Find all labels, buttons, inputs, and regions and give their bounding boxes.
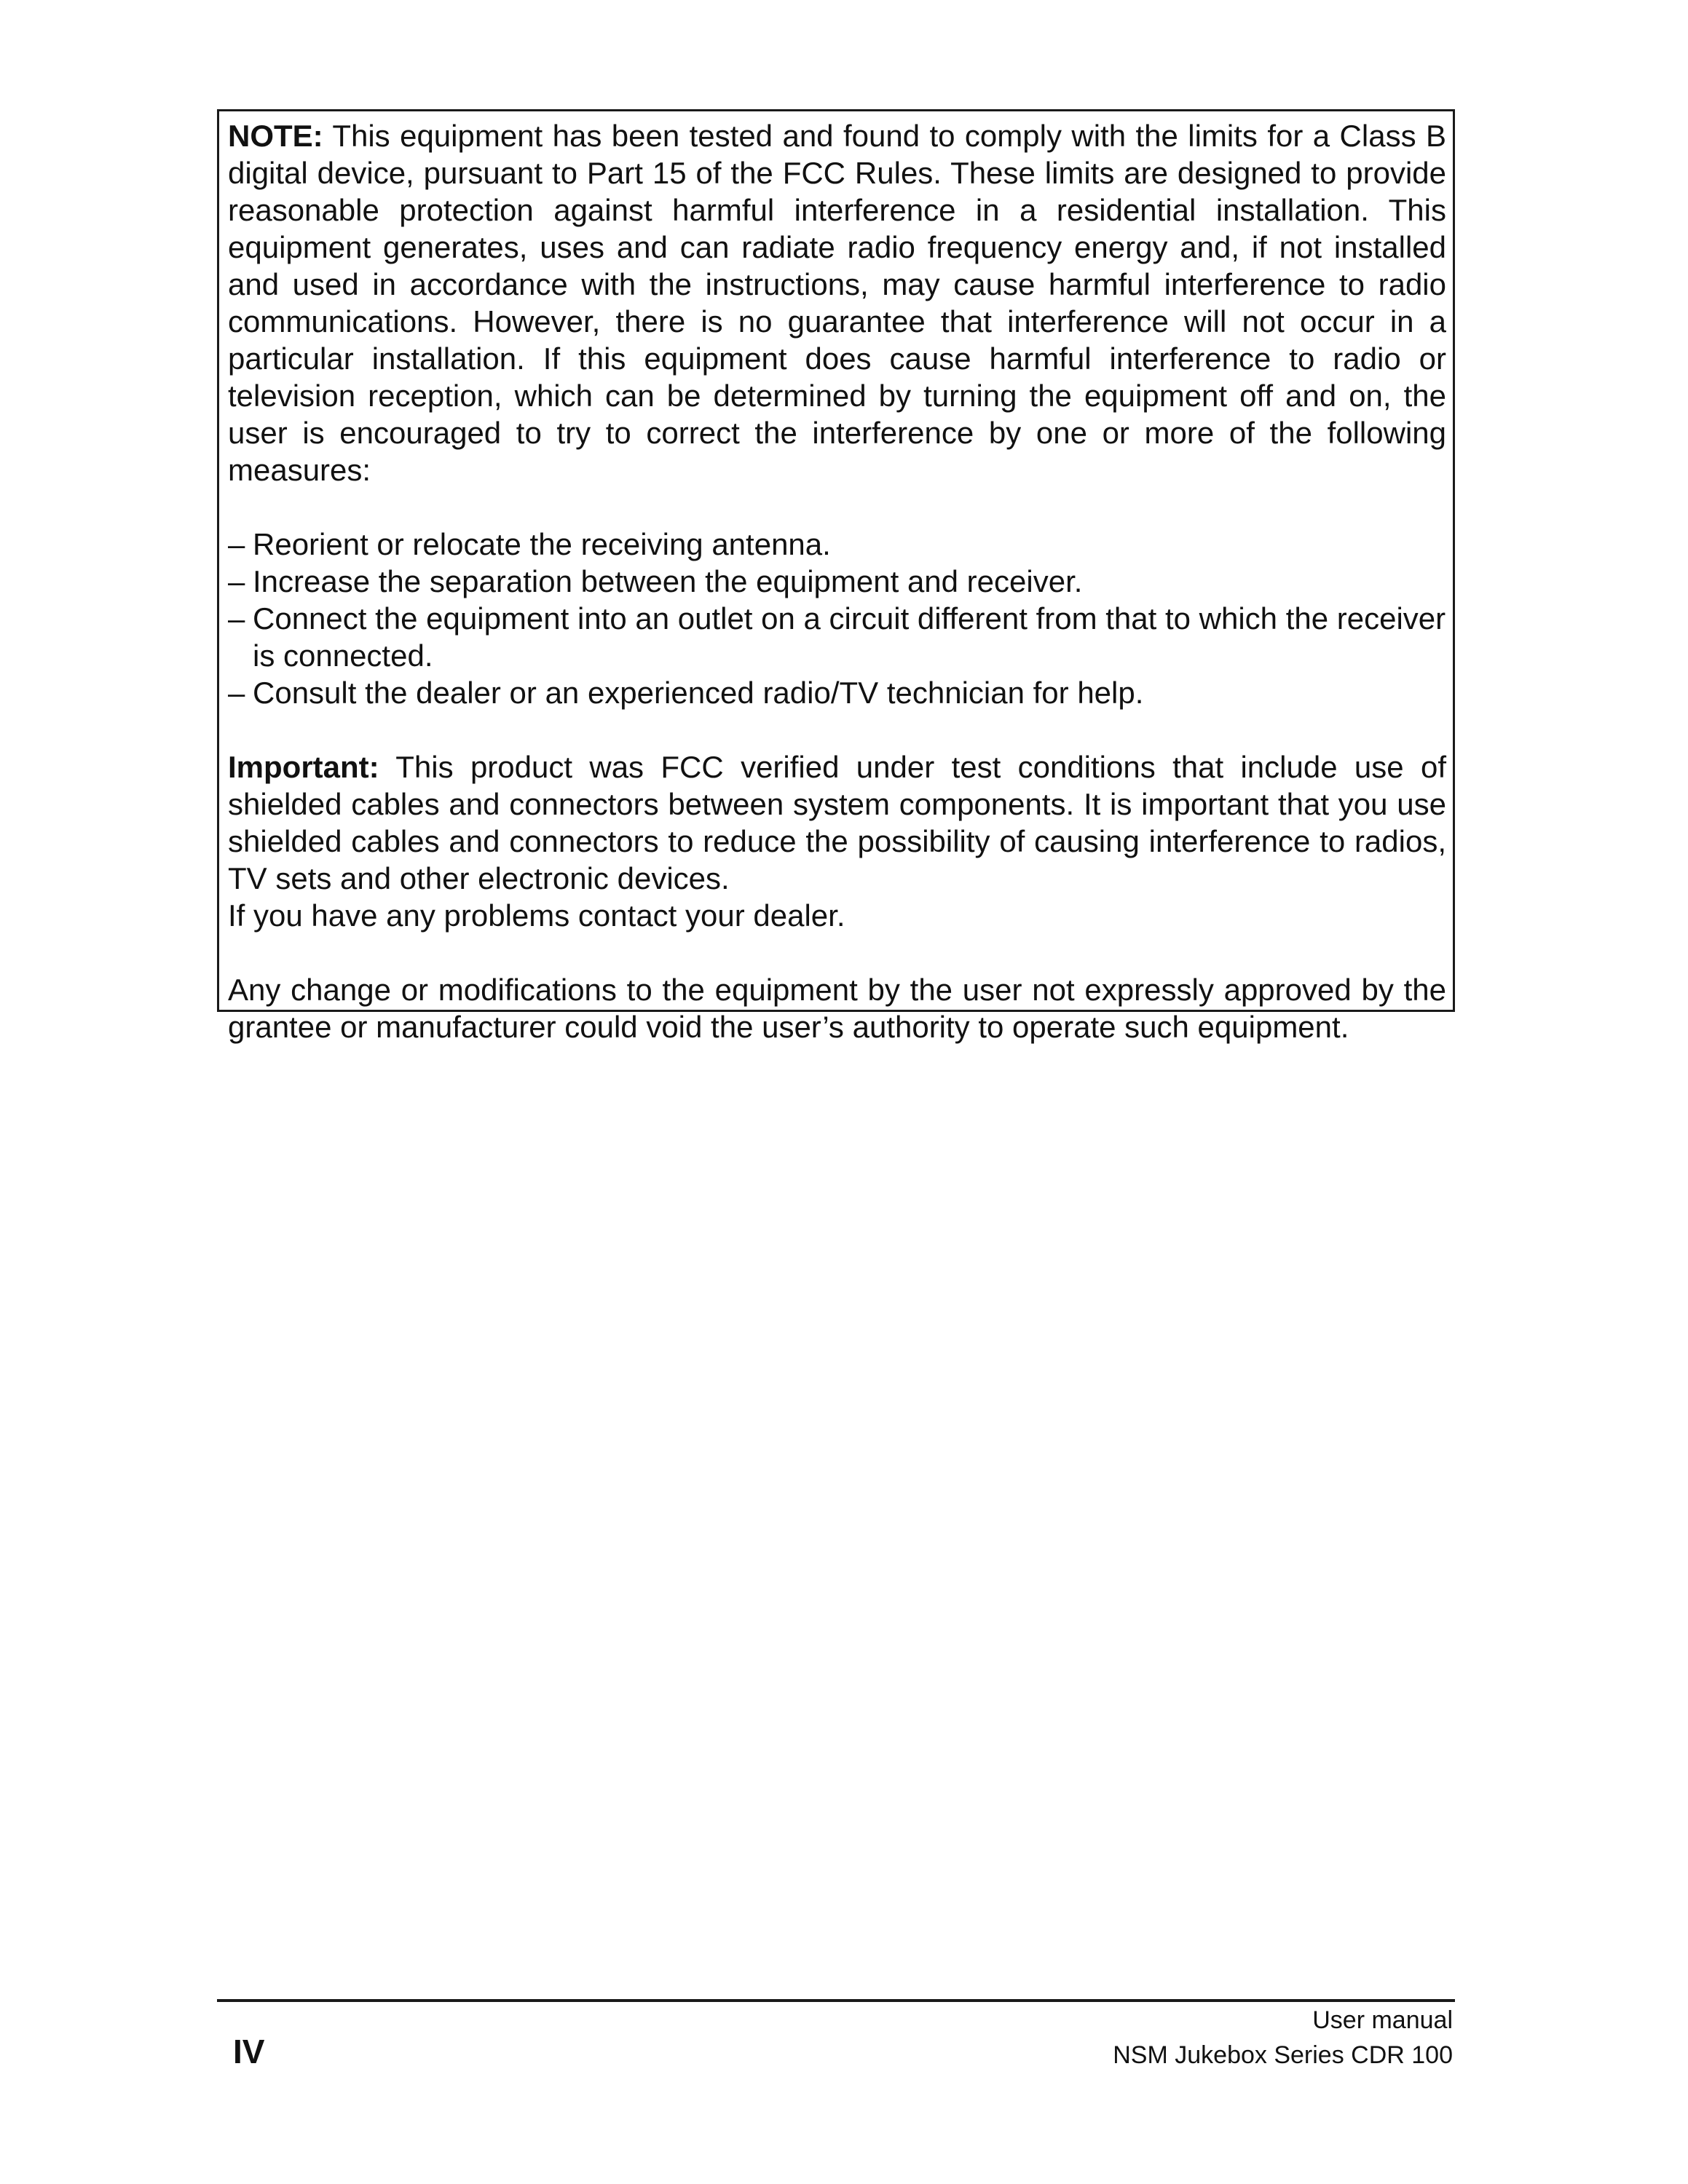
important-label: Important: [228,750,379,784]
list-item [228,526,1446,563]
fcc-notice-box [217,109,1455,1044]
list-item [228,600,1446,674]
modifications-paragraph: Any change or modifications to the equipment by the user not expressly approved by the grantee or manufacturer could void the user’s authority to operate such equipment. [228,973,1446,1044]
important-text: This product was FCC verified under test conditions that include use of shielded cables and connectors between system components. It is important that you use shielded cables and connectors to reduce the possibility of causing interference to radios, TV sets and other electronic devices. [228,750,1446,895]
note-label: NOTE: [228,119,323,153]
note-text: This equipment has been tested and found to comply with the limits for a Class B digital device, pursuant to Part 15 of the FCC Rules. These limits are designed to provide reasonable protection against harmful interference in a residential installation. This equipment generates, uses and can radiate radio frequency energy and, if not installed and used in accordance with the instructions, may cause harmful interference to radio communications. However, there is no guarantee that interference will not occur in a particular installation. If this equipment does cause harmful interference to radio or television reception, which can be determined by turning the equipment off and on, the user is encouraged to try to correct the interference by one or more of the following measures: [228,119,1446,487]
footer-divider [217,1999,1455,2002]
list-item [228,563,1446,600]
measures-list [228,526,1446,711]
measure-text: Connect the equipment into an outlet on a circuit different from that to which the receiver is connected. [253,601,1446,673]
measure-text: Consult the dealer or an experienced radio/TV technician for help. [253,676,1144,710]
footer-product-name: NSM Jukebox Series CDR 100 [1113,2041,1453,2069]
dash-marker: – [228,601,245,636]
measure-text: Reorient or relocate the receiving antenna. [253,527,831,561]
problems-paragraph: If you have any problems contact your dealer. [228,898,845,933]
page-number: IV [233,2033,265,2070]
measure-text: Increase the separation between the equipment and receiver. [253,564,1083,598]
dash-marker: – [228,564,245,598]
dash-marker: – [228,527,245,561]
important-paragraph [228,748,1446,897]
note-paragraph [228,117,1446,488]
footer-doc-type: User manual [1312,2006,1453,2034]
list-item [228,674,1446,711]
dash-marker: – [228,676,245,710]
